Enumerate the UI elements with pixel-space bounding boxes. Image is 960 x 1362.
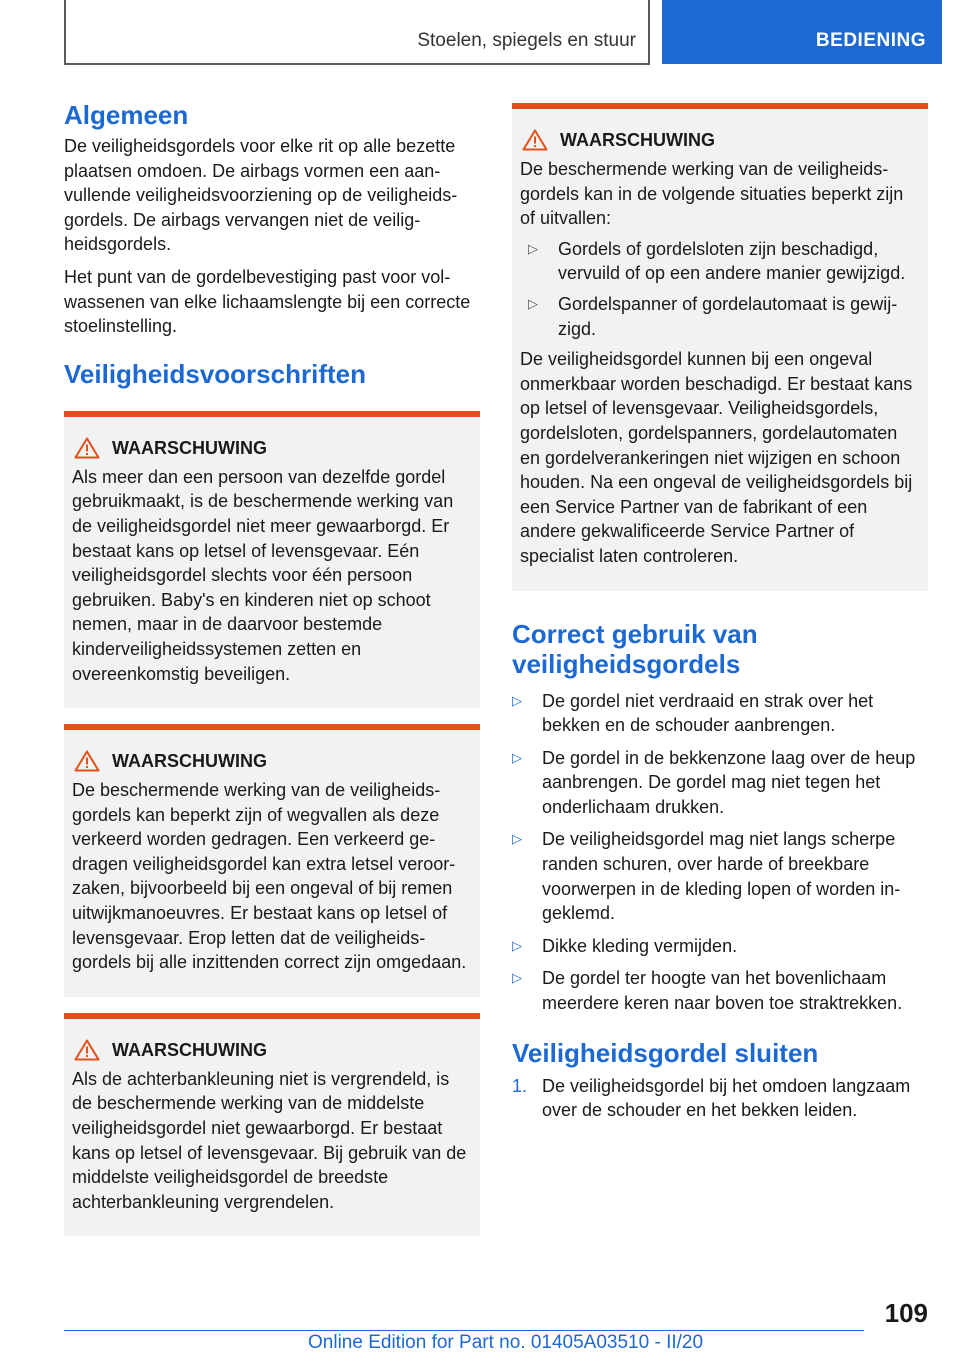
warning-text: Als meer dan een persoon van dezelfde gordel gebruikmaakt, is de beschermende werking van de veiligheidsgordel niet meer gewaarborgd. Er bestaat kans op letsel of levensgevaar. Eén veiligheidsgordel slechts voor één persoon gebruiken. Baby's en kinderen niet op schoot nemen, maar in de daarvoor bestemde kinderveiligheidssystemen zetten en overeenkomstig beveiligen. bbox=[72, 466, 454, 684]
warning-label: WAARSCHUWING bbox=[112, 1039, 267, 1060]
step-item bbox=[512, 1074, 928, 1123]
warning-triangle-icon bbox=[74, 750, 104, 772]
warning-header bbox=[520, 129, 920, 151]
warning-triangle-icon bbox=[522, 129, 552, 151]
triangle-bullet-icon: ▷ bbox=[528, 295, 538, 311]
header-right-rule bbox=[648, 0, 650, 64]
triangle-bullet-icon: ▷ bbox=[512, 937, 522, 953]
triangle-bullet-icon: ▷ bbox=[512, 970, 522, 986]
triangle-bullet-icon: ▷ bbox=[528, 240, 538, 256]
heading-veiligheidsvoorschriften: Veiligheidsvoorschriften bbox=[64, 358, 366, 389]
list-item bbox=[520, 237, 920, 286]
footer-rule bbox=[64, 1330, 864, 1331]
list-item bbox=[512, 689, 928, 738]
list-item bbox=[512, 746, 928, 820]
warning-box bbox=[64, 724, 480, 997]
header-bottom-rule bbox=[64, 63, 650, 65]
warning-text: De beschermende werking van de veiligheidsgordels kan beperkt zijn of wegvallen als deze verkeerd worden gedragen. Een verkeerd gedragen veiligheidsgordel kan extra letsel veroorzaken, bijvoorbeeld bij een ongeval of bij remen uitwijkmanoeuvres. Er bestaat kans op letsel of levensgevaar. Erop letten dat de veiligheidsgordels bij alle inzittenden correct zijn omgedaan. bbox=[72, 780, 467, 973]
footer-edition: Online Edition for Part no. 01405A03510 - II/20 bbox=[308, 1332, 704, 1353]
paragraph-algemeen-2: Het punt van de gordelbevestiging past voor volwassenen van elke lichaamslengte bij een correcte stoelinstelling. bbox=[64, 266, 471, 337]
warning-bullet-list bbox=[520, 237, 920, 341]
warning-label: WAARSCHUWING bbox=[560, 130, 715, 150]
warning-box bbox=[64, 1013, 480, 1237]
paragraph-algemeen-1: De veiligheidsgordels voor elke rit op alle bezette plaatsen omdoen. De airbags vormen een aanvullende veiligheidsvoorziening op de veiligheidsgordels. De airbags vervangen niet de veiligheidsgordels. bbox=[64, 136, 458, 255]
warning-label: WAARSCHUWING bbox=[112, 437, 267, 458]
right-column bbox=[512, 103, 928, 1123]
warning-header bbox=[72, 1039, 472, 1061]
warning-label: WAARSCHUWING bbox=[112, 751, 267, 772]
left-column bbox=[64, 100, 480, 1236]
list-item-text: De gordel ter hoogte van het bovenlichaam meerdere keren naar boven toe straktrekken. bbox=[542, 968, 903, 1014]
list-item bbox=[512, 827, 928, 925]
list-item-text: De gordel niet verdraaid en strak over het bekken en de schouder aanbrengen. bbox=[542, 690, 874, 736]
triangle-bullet-icon: ▷ bbox=[512, 692, 522, 708]
list-item-text: De veiligheidsgordel mag niet langs scherpe randen schuren, over harde of breekbare voorwerpen in de kleding lopen of worden ingeklemd. bbox=[542, 829, 901, 924]
list-item bbox=[512, 966, 928, 1015]
list-item-text: Dikke kleding vermijden. bbox=[542, 935, 738, 956]
steps-list bbox=[512, 1074, 928, 1123]
warning-outro: De veiligheidsgordel kunnen bij een ongeval onmerkbaar worden beschadigd. Er bestaat kans op letsel of levensgevaar. Veiligheidsgordels, gordelsloten, gordelspanners, gordelautomaten en gordelverankeringen niet wijzigen en schoon houden. Na een ongeval de veiligheidsgordels bij een Service Partner van de fabrikant of een andere gekwalificeerde Service Partner of specialist laten controleren. bbox=[520, 349, 913, 566]
list-item-text: Gordelspanner of gordelautomaat is gewijzigd. bbox=[558, 293, 898, 339]
list-item-text: Gordels of gordelsloten zijn beschadigd, vervuild of op een andere manier gewijzigd. bbox=[558, 238, 906, 284]
warning-text: Als de achterbankleuning niet is vergrendeld, is de beschermende werking van de middelste veiligheidsgordel niet gewaarborgd. Er bestaat kans op letsel of levensgevaar. Bij gebruik van de middelste veiligheidsgordel de breedste achterbankleuning vergrendelen. bbox=[72, 1068, 467, 1212]
correct-usage-list bbox=[512, 689, 928, 1016]
warning-header bbox=[72, 437, 472, 459]
step-number: 1. bbox=[512, 1075, 528, 1096]
header-chapter-tab: BEDIENING bbox=[662, 0, 942, 64]
triangle-bullet-icon: ▷ bbox=[512, 831, 522, 847]
list-item-text: De gordel in de bekkenzone laag over de heup aanbrengen. De gordel mag niet tegen het onderlichaam drukken. bbox=[542, 747, 916, 817]
page-number: 109 bbox=[884, 1298, 928, 1328]
heading-correct-gebruik: Correct gebruik van veiligheidsgordels bbox=[512, 618, 758, 679]
warning-triangle-icon bbox=[74, 437, 104, 459]
heading-gordel-sluiten: Veiligheidsgordel sluiten bbox=[512, 1037, 819, 1068]
warning-box bbox=[512, 103, 928, 591]
header-left-rule bbox=[64, 0, 66, 64]
list-item bbox=[512, 934, 928, 959]
warning-triangle-icon bbox=[74, 1039, 104, 1061]
list-item bbox=[520, 292, 920, 341]
heading-algemeen: Algemeen bbox=[64, 100, 189, 130]
header-section-title: Stoelen, spiegels en stuur bbox=[417, 30, 636, 51]
warning-intro: De beschermende werking van de veiligheidsgordels kan in de volgende situaties beperkt zijn of uitvallen: bbox=[520, 159, 904, 229]
step-text: De veiligheidsgordel bij het omdoen langzaam over de schouder en het bekken leiden. bbox=[542, 1075, 911, 1121]
triangle-bullet-icon: ▷ bbox=[512, 749, 522, 765]
warning-box bbox=[64, 411, 480, 708]
warning-header bbox=[72, 750, 472, 772]
